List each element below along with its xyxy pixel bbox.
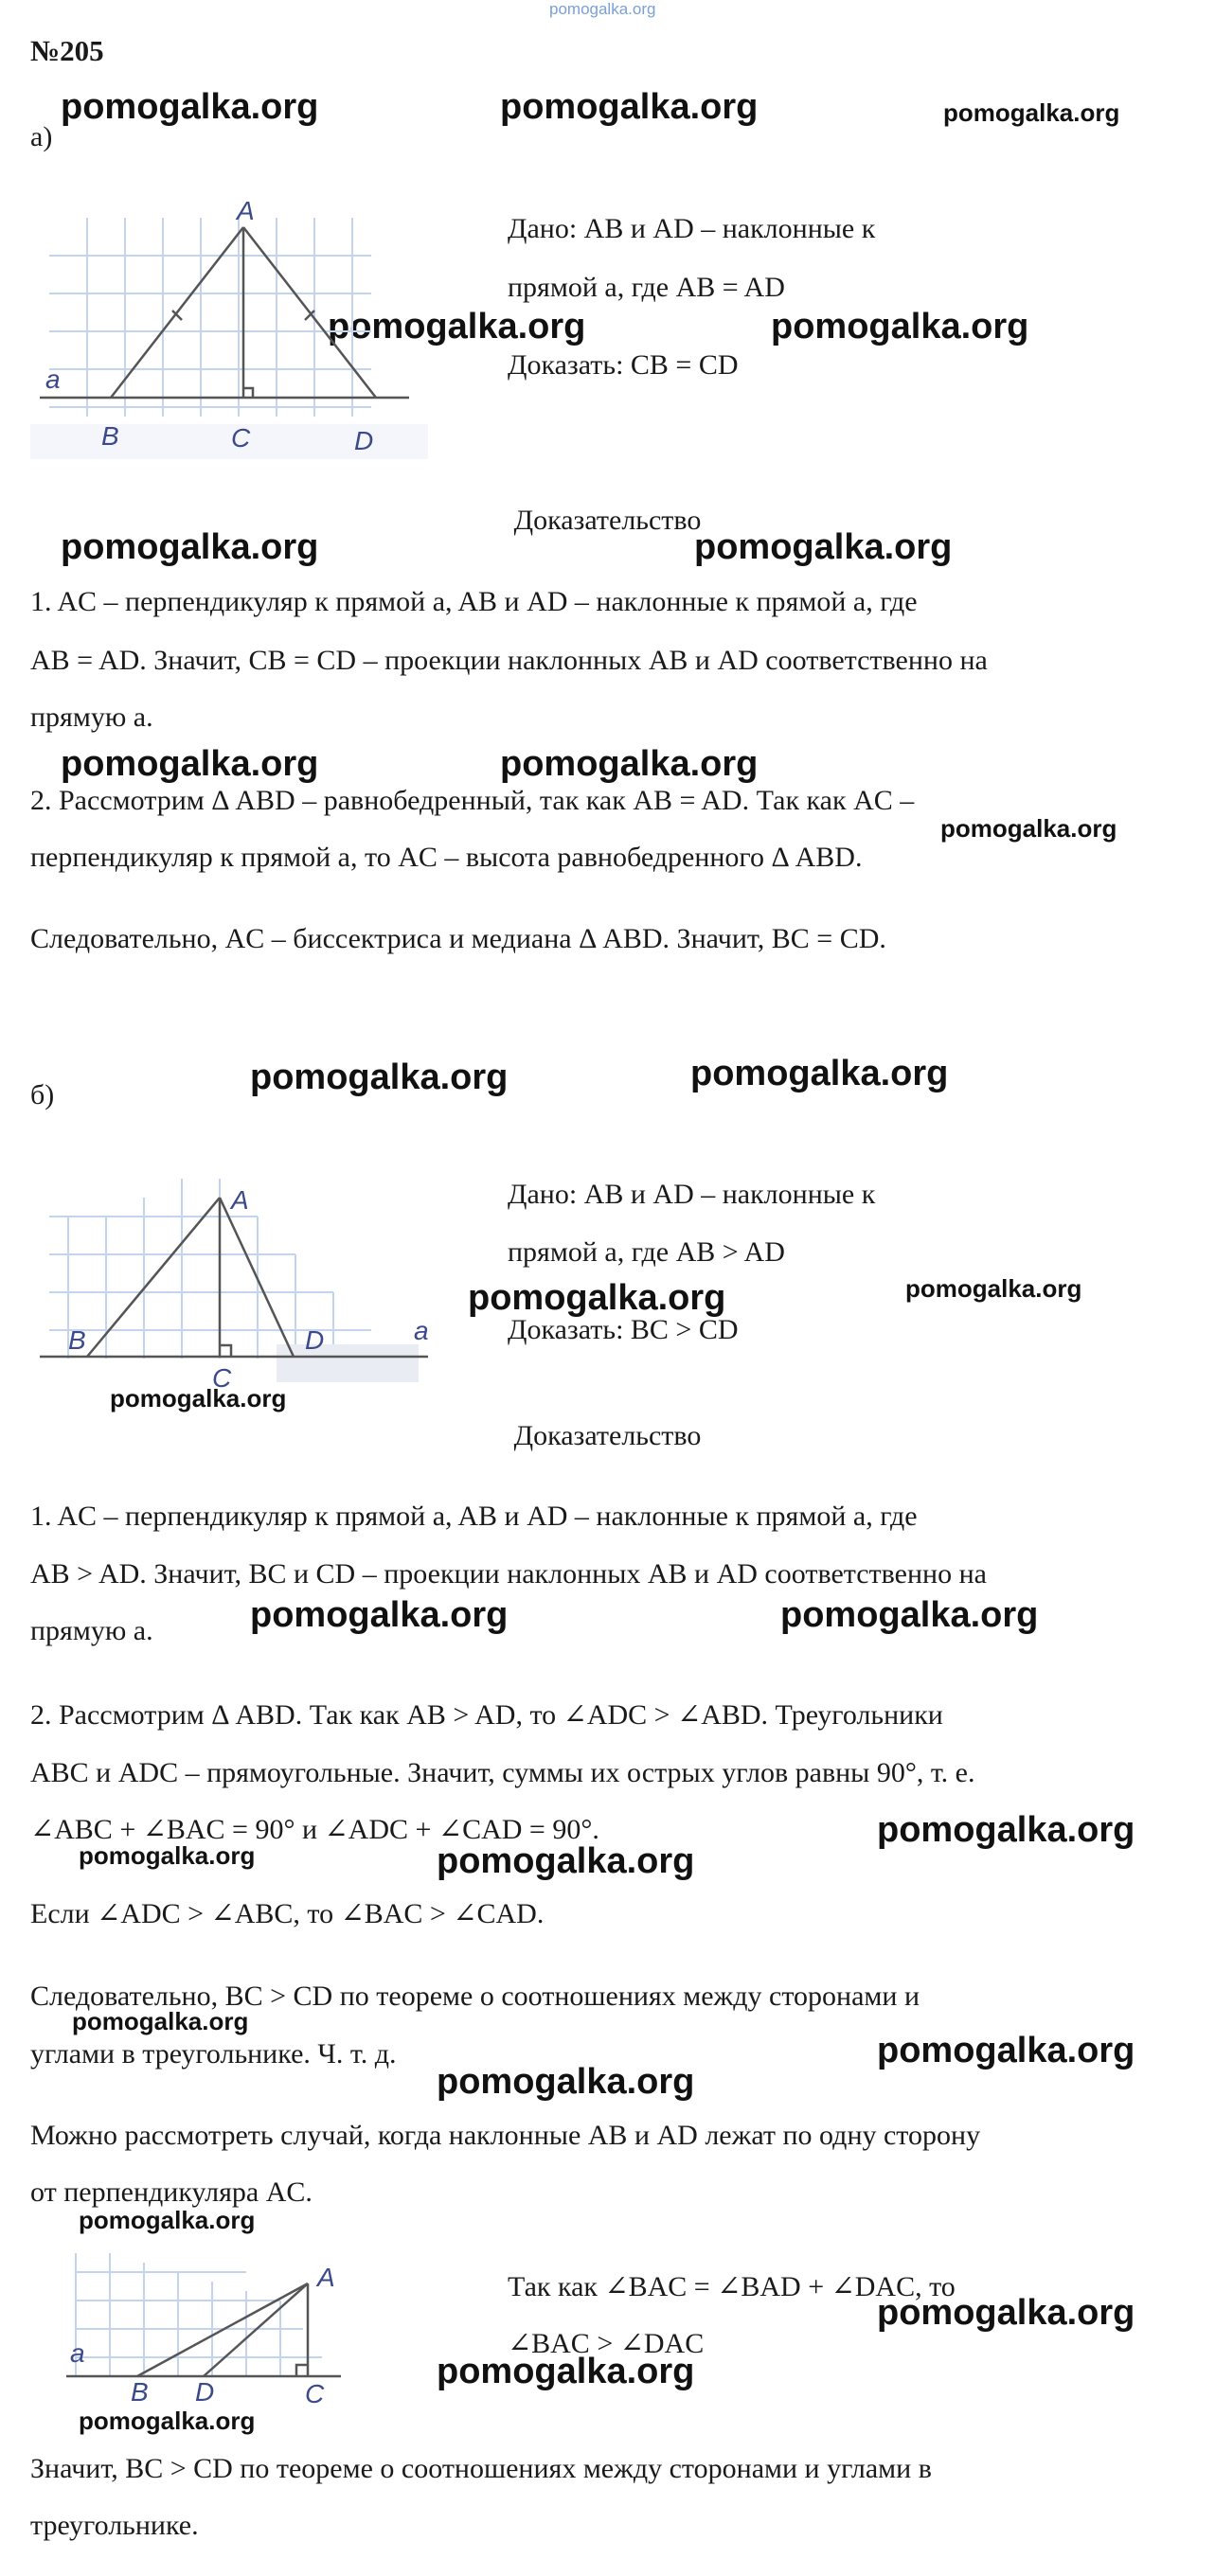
label-B: B [131, 2377, 149, 2405]
watermark: pomogalka.org [877, 2031, 1135, 2070]
watermark: pomogalka.org [79, 2407, 256, 2435]
watermark: pomogalka.org [780, 1595, 1039, 1635]
watermark: pomogalka.org [72, 2007, 249, 2035]
label-A: A [317, 2263, 335, 2292]
watermark: pomogalka.org [771, 307, 1029, 346]
part-b-step2-line1: 2. Рассмотрим Δ ABD. Так как AB > AD, то ∠ADC > ∠ABD. Треугольники [30, 1699, 943, 1731]
part-a-label: а) [30, 121, 53, 152]
part-b-conclusion-line2: углами в треугольнике. Ч. т. д. [30, 2038, 397, 2070]
part-b-given-2: прямой a, где AB > AD [508, 1236, 785, 1268]
watermark: pomogalka.org [437, 2352, 695, 2391]
part-b-step3: Если ∠ADC > ∠ABC, то ∠BAC > ∠CAD. [30, 1898, 545, 1929]
task-number: №205 [30, 34, 104, 67]
part-a-given-2: прямой a, где AB = AD [508, 272, 785, 303]
part-a-step1-line3: прямую a. [30, 702, 153, 733]
watermark: pomogalka.org [500, 87, 759, 127]
part-b-case-line2: от перпендикуляра AC. [30, 2176, 313, 2208]
part-a-proof-title: Доказательство [513, 505, 702, 536]
part-a-step1-line2: AB = AD. Значит, CB = CD – проекции наклонных AB и AD соответственно на [30, 645, 988, 676]
watermark: pomogalka.org [79, 1841, 256, 1870]
part-a-step2-line2: перпендикуляр к прямой a, то AC – высота равнобедренного Δ ABD. [30, 842, 863, 873]
part-b-step2-line2: ABC и ADC – прямоугольные. Значит, суммы их острых углов равны 90°, т. е. [30, 1757, 975, 1788]
part-a-conclusion: Следовательно, AC – биссектриса и медиана Δ ABD. Значит, BC = CD. [30, 923, 886, 954]
watermark: pomogalka.org [694, 527, 953, 567]
watermark: pomogalka.org [250, 1057, 509, 1097]
label-C: C [305, 2379, 325, 2405]
watermark: pomogalka.org [940, 814, 1117, 843]
part-b-step1-line1: 1. AC – перпендикуляр к прямой a, AB и AD – наклонные к прямой a, где [30, 1501, 918, 1532]
part-b-step1-line3: прямую a. [30, 1615, 153, 1646]
top-site-link[interactable]: pomogalka.org [549, 0, 656, 18]
watermark: pomogalka.org [437, 2062, 695, 2102]
label-a: a [414, 1316, 429, 1345]
watermark: pomogalka.org [250, 1595, 509, 1635]
watermark: pomogalka.org [943, 98, 1120, 127]
watermark: pomogalka.org [61, 527, 319, 567]
label-A: A [237, 196, 255, 225]
label-B: B [68, 1325, 86, 1355]
watermark: pomogalka.org [79, 2206, 256, 2234]
label-A: A [231, 1185, 249, 1215]
watermark: pomogalka.org [437, 1841, 695, 1881]
part-b-label: б) [30, 1079, 55, 1110]
part-b-step2-line3: ∠ABC + ∠BAC = 90° и ∠ADC + ∠CAD = 90°. [30, 1814, 599, 1845]
label-B: B [101, 421, 119, 451]
part-a-step1-line1: 1. AC – перпендикуляр к прямой a, AB и AD – наклонные к прямой a, где [30, 586, 918, 617]
label-D: D [305, 1325, 325, 1355]
label-a: a [70, 2338, 85, 2368]
label-D: D [354, 426, 374, 455]
part-b-case-line1: Можно рассмотреть случай, когда наклонные AB и AD лежат по одну сторону [30, 2120, 981, 2151]
watermark: pomogalka.org [468, 1278, 726, 1318]
watermark: pomogalka.org [877, 1810, 1135, 1850]
part-b-step1-line2: AB > AD. Значит, BC и CD – проекции наклонных AB и AD соответственно на [30, 1558, 987, 1590]
watermark: pomogalka.org [61, 744, 319, 784]
part-b-prove: Доказать: BC > CD [508, 1314, 739, 1345]
watermark: pomogalka.org [328, 307, 586, 346]
part-a-prove: Доказать: CB = CD [508, 349, 739, 381]
figure-part-a [30, 189, 428, 459]
watermark: pomogalka.org [877, 2293, 1135, 2333]
watermark: pomogalka.org [905, 1274, 1082, 1303]
watermark: pomogalka.org [690, 1054, 949, 1093]
part-b-final-line1: Значит, BC > CD по теореме о соотношениях между сторонами и углами в [30, 2453, 932, 2484]
part-a-given-1: Дано: AB и AD – наклонные к [508, 213, 876, 244]
watermark: pomogalka.org [110, 1384, 287, 1412]
part-b-given-1: Дано: AB и AD – наклонные к [508, 1179, 876, 1210]
part-b-case-given-1: Так как ∠BAC = ∠BAD + ∠DAC, то [508, 2271, 956, 2302]
label-C: C [212, 1363, 232, 1392]
part-b-final-line2: треугольнике. [30, 2510, 199, 2541]
watermark: pomogalka.org [61, 87, 319, 127]
figure-part-b-1 [30, 1160, 447, 1392]
part-b-case-given-2: ∠BAC > ∠DAC [508, 2328, 705, 2359]
part-b-conclusion-line1: Следовательно, BC > CD по теореме о соотношениях между сторонами и [30, 1981, 920, 2012]
part-a-step2-line1: 2. Рассмотрим Δ ABD – равнобедренный, так как AB = AD. Так как AC – [30, 785, 915, 816]
label-D: D [195, 2377, 215, 2405]
part-b-proof-title: Доказательство [513, 1420, 702, 1451]
label-C: C [231, 423, 251, 453]
watermark: pomogalka.org [500, 744, 759, 784]
label-a: a [45, 364, 61, 394]
figure-part-b-2 [57, 2244, 398, 2405]
